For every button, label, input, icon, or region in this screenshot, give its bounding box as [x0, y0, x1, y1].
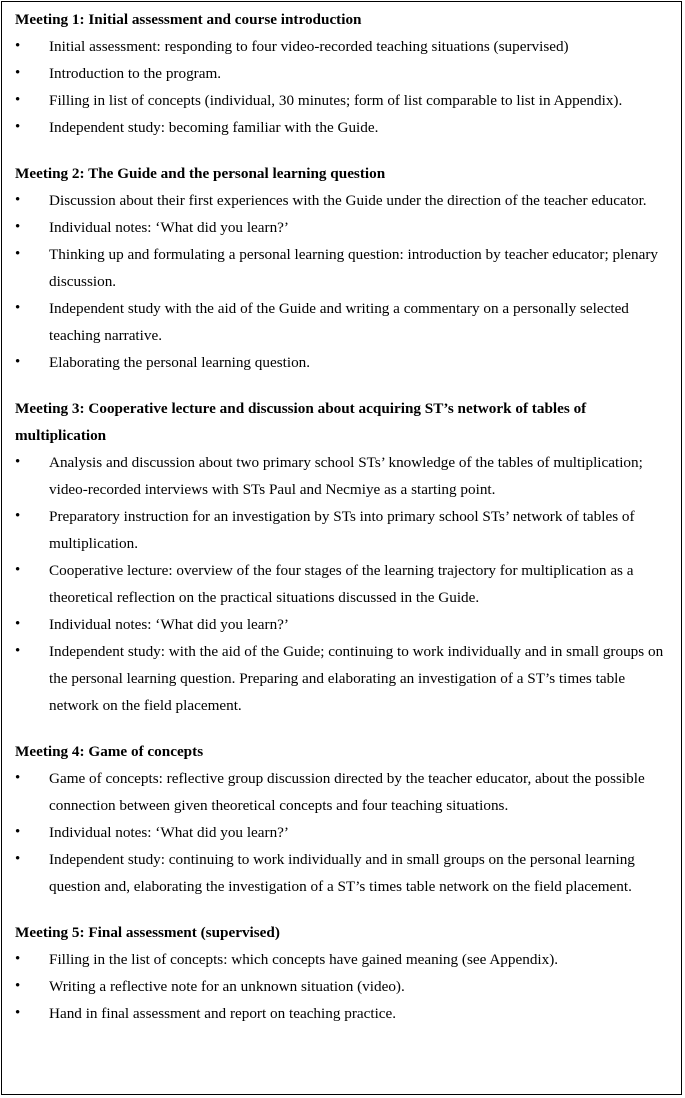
bullet-icon: •: [15, 219, 21, 235]
bullet-icon: •: [15, 508, 21, 524]
list-item: [15, 187, 675, 214]
bullet-icon: •: [15, 1005, 21, 1021]
bullet-icon: •: [15, 770, 21, 786]
bullet-icon: •: [15, 65, 21, 81]
meeting-5-section: [15, 919, 675, 1027]
list-item: [15, 1000, 675, 1027]
bullet-icon: •: [15, 616, 21, 632]
list-item-text: Individual notes: ‘What did you learn?’: [49, 824, 289, 841]
list-item-text: Discussion about their first experiences with the Guide under the direction of the teacher educator.: [49, 192, 647, 209]
meeting-5-list: [15, 946, 675, 1027]
bullet-icon: •: [15, 454, 21, 470]
meeting-4-list: [15, 765, 675, 900]
list-item-text: Thinking up and formulating a personal learning question: introduction by teacher educator; plenary discussion.: [49, 246, 659, 290]
list-item-text: Individual notes: ‘What did you learn?’: [49, 219, 289, 236]
meeting-4-title: Meeting 4: Game of concepts: [15, 743, 204, 760]
list-item: [15, 638, 675, 719]
meeting-3-section: [15, 395, 675, 719]
bullet-icon: •: [15, 192, 21, 208]
list-item-text: Hand in final assessment and report on teaching practice.: [49, 1005, 397, 1022]
list-item-text: Independent study: continuing to work individually and in small groups on the personal learning question and, elaborating the investigation of a ST’s times table network on the field placement.: [49, 851, 635, 895]
bullet-icon: •: [15, 246, 21, 262]
list-item-text: Filling in list of concepts (individual, 30 minutes; form of list comparable to list in Appendix).: [49, 92, 623, 109]
list-item-text: Filling in the list of concepts: which concepts have gained meaning (see Appendix).: [49, 951, 559, 968]
meeting-1-list: [15, 33, 675, 141]
list-item: [15, 241, 675, 295]
list-item: [15, 611, 675, 638]
bullet-icon: •: [15, 92, 21, 108]
meeting-2-section: [15, 160, 675, 376]
list-item: [15, 765, 675, 819]
bullet-icon: •: [15, 300, 21, 316]
list-item: [15, 946, 675, 973]
bullet-icon: •: [15, 119, 21, 135]
list-item: [15, 87, 675, 114]
meeting-5-title: Meeting 5: Final assessment (supervised): [15, 924, 280, 941]
list-item: [15, 33, 675, 60]
meeting-1-section: [15, 6, 675, 141]
list-item: [15, 114, 675, 141]
list-item-text: Game of concepts: reflective group discussion directed by the teacher educator, about the possible connection between given theoretical concepts and four teaching situations.: [49, 770, 645, 814]
list-item: [15, 846, 675, 900]
list-item-text: Introduction to the program.: [49, 65, 222, 82]
list-item-text: Initial assessment: responding to four video-recorded teaching situations (supervised): [49, 38, 569, 55]
list-item-text: Elaborating the personal learning question.: [49, 354, 311, 371]
list-item: [15, 214, 675, 241]
bullet-icon: •: [15, 824, 21, 840]
meeting-4-section: [15, 738, 675, 900]
list-item: [15, 503, 675, 557]
bullet-icon: •: [15, 978, 21, 994]
list-item: [15, 449, 675, 503]
meeting-1-title: Meeting 1: Initial assessment and course introduction: [15, 11, 362, 28]
meeting-3-title: Meeting 3: Cooperative lecture and discussion about acquiring ST’s network of tables of multiplication: [15, 400, 587, 444]
list-item-text: Independent study: with the aid of the Guide; continuing to work individually and in small groups on the personal learning question. Preparing and elaborating an investigation of a ST’s times table network on the field placement.: [49, 643, 664, 714]
meeting-3-list: [15, 449, 675, 719]
bullet-icon: •: [15, 38, 21, 54]
list-item-text: Analysis and discussion about two primary school STs’ knowledge of the tables of multiplication; video-recorded interviews with STs Paul and Necmiye as a starting point.: [49, 454, 643, 498]
list-item-text: Independent study: becoming familiar with the Guide.: [49, 119, 379, 136]
list-item-text: Preparatory instruction for an investigation by STs into primary school STs’ network of tables of multiplication.: [49, 508, 635, 552]
list-item: [15, 349, 675, 376]
bullet-icon: •: [15, 354, 21, 370]
list-item: [15, 819, 675, 846]
meeting-schedule: [15, 6, 675, 1047]
list-item-text: Writing a reflective note for an unknown situation (video).: [49, 978, 405, 995]
list-item: [15, 295, 675, 349]
list-item: [15, 557, 675, 611]
list-item: [15, 973, 675, 1000]
meeting-2-list: [15, 187, 675, 376]
list-item-text: Independent study with the aid of the Guide and writing a commentary on a personally selected teaching narrative.: [49, 300, 629, 344]
list-item-text: Individual notes: ‘What did you learn?’: [49, 616, 289, 633]
bullet-icon: •: [15, 851, 21, 867]
bullet-icon: •: [15, 562, 21, 578]
list-item-text: Cooperative lecture: overview of the four stages of the learning trajectory for multiplication as a theoretical reflection on the practical situations discussed in the Guide.: [49, 562, 634, 606]
bullet-icon: •: [15, 643, 21, 659]
list-item: [15, 60, 675, 87]
meeting-2-title: Meeting 2: The Guide and the personal learning question: [15, 165, 386, 182]
bullet-icon: •: [15, 951, 21, 967]
